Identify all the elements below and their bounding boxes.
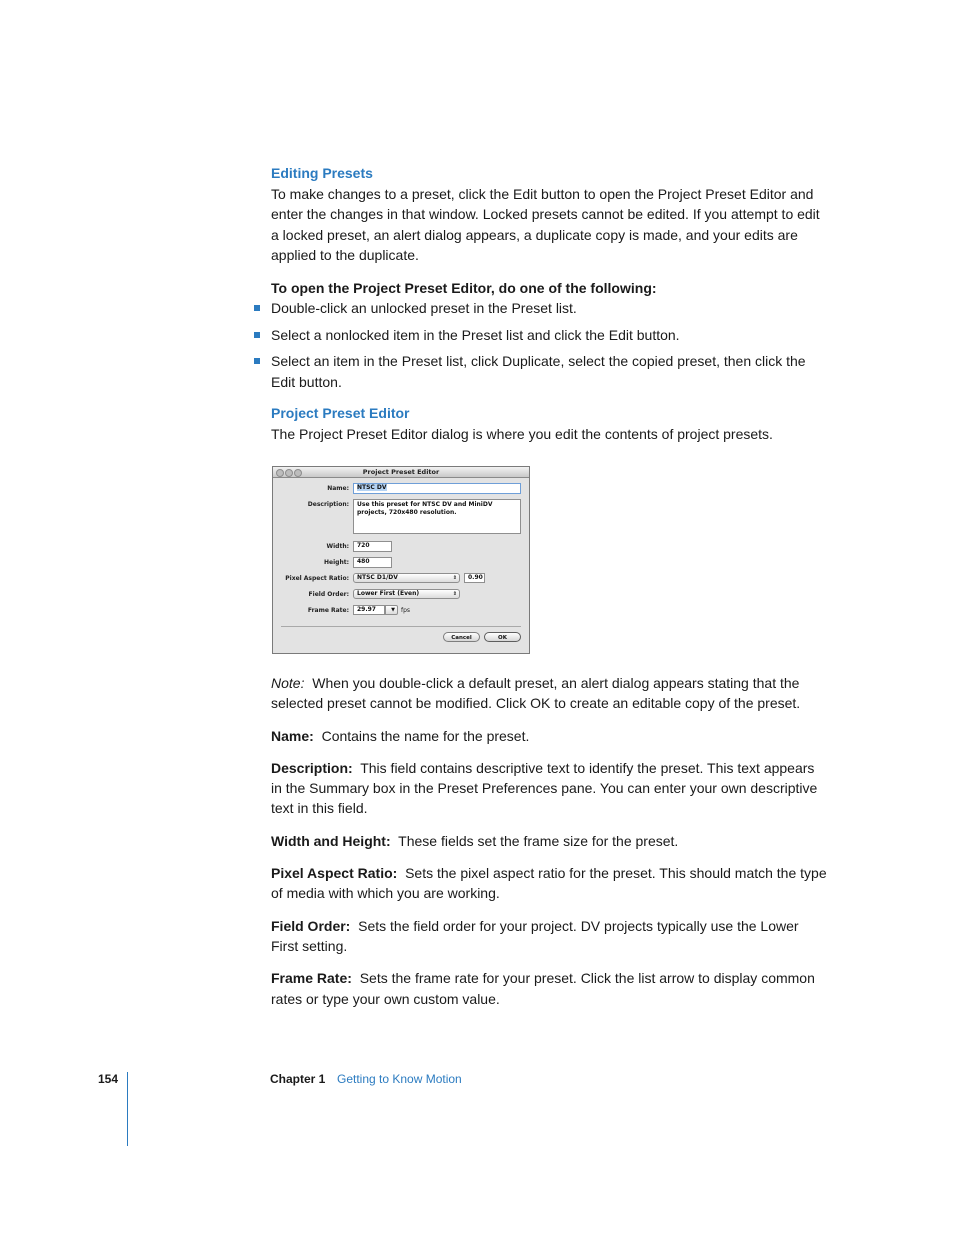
description-field[interactable]: Use this preset for NTSC DV and MiniDV projects, 720x480 resolution. [353,499,521,534]
height-field[interactable]: 480 [353,557,392,568]
name-field-value: NTSC DV [357,484,387,491]
procedure-lead: To open the Project Preset Editor, do one of the following: [271,280,657,297]
footer-divider [127,1072,128,1146]
pixel-aspect-ratio-number-field[interactable]: 0.90 [464,573,485,583]
note-text: When you double-click a default preset, an alert dialog appears stating that the selected preset cannot be modified. Click OK to create an editable copy of the preset. [271,675,801,712]
definition-text: Contains the name for the preset. [321,727,530,744]
dialog-divider [281,626,521,627]
note-label: Note: [271,675,305,691]
heading-project-preset-editor: Project Preset Editor [271,405,410,421]
definition-text: Sets the field order for your project. DV projects typically use the Lower First setting. [271,917,799,954]
definition-pixel-aspect-ratio [271,863,827,904]
updown-arrows-icon: ⇕ [452,575,457,581]
definition-term: Pixel Aspect Ratio: [271,865,398,882]
field-order-popup[interactable] [353,589,460,599]
pixel-aspect-ratio-value: NTSC D1/DV [357,574,398,581]
frame-rate-dropdown-button[interactable] [385,605,398,615]
name-label: Name: [327,485,349,492]
field-order-label: Field Order: [308,591,349,598]
description-label: Description: [307,501,349,508]
definition-description [271,758,827,819]
ok-button[interactable]: OK [484,632,521,642]
list-item [271,298,827,319]
definition-term: Field Order: [271,917,351,934]
list-item-text: Select an item in the Preset list, click Duplicate, select the copied preset, then click the Edit button. [271,353,806,390]
definition-frame-rate [271,968,827,1009]
section-editing-presets [271,163,827,393]
list-item [271,351,827,392]
note-paragraph [271,673,827,714]
definition-term: Name: [271,727,314,744]
definition-width-height [271,831,827,851]
definition-term: Description: [271,759,353,776]
definition-text: These fields set the frame size for the preset. [398,832,679,849]
page-number: 154 [98,1072,119,1086]
field-order-value: Lower First (Even) [357,590,420,597]
paragraph-project-preset-editor: The Project Preset Editor dialog is where you edit the contents of project presets. [271,426,773,442]
pixel-aspect-ratio-label: Pixel Aspect Ratio: [285,575,349,582]
definition-field-order [271,916,827,957]
bullet-icon [254,358,260,364]
definition-text: This field contains descriptive text to identify the preset. This text appears in the Summary box in the Preset Preferences pane. You can enter your own descriptive text in this field. [271,759,818,817]
heading-editing-presets: Editing Presets [271,165,373,181]
cancel-button[interactable]: Cancel [443,632,480,642]
footer-chapter: Chapter 1 [270,1072,326,1086]
name-field[interactable] [353,483,521,494]
definition-text: Sets the pixel aspect ratio for the preset. This should match the type of media with which you are working. [271,865,827,902]
definition-term: Width and Height: [271,832,391,849]
definition-text: Sets the frame rate for your preset. Click the list arrow to display common rates or type your own custom value. [271,970,815,1007]
frame-rate-field[interactable]: 29.97 [353,605,385,615]
dialog-titlebar [273,467,529,478]
bullet-icon [254,305,260,311]
dialog-title: Project Preset Editor [362,468,440,476]
chevron-down-icon: ▼ [391,607,395,613]
frame-rate-unit: fps [401,607,411,614]
list-item-text: Double-click an unlocked preset in the Preset list. [271,300,577,317]
updown-arrows-icon: ⇕ [452,591,457,597]
project-preset-editor-dialog [272,466,530,654]
footer-chapter-title: Getting to Know Motion [337,1072,462,1086]
height-label: Height: [324,559,349,566]
width-label: Width: [326,543,349,550]
paragraph-editing-presets: To make changes to a preset, click the Edit button to open the Project Preset Editor and enter the changes in that window. Locked presets cannot be edited. If you attempt to edit a locked preset, an alert dialog appears, a duplicate copy is made, and your edits are applied to the duplicate. [271,186,820,263]
pixel-aspect-ratio-popup[interactable] [353,573,460,583]
section-project-preset-editor [271,403,827,444]
frame-rate-label: Frame Rate: [307,607,349,614]
bullet-icon [254,332,260,338]
definition-term: Frame Rate: [271,970,352,987]
bullet-list [271,298,827,392]
width-field[interactable]: 720 [353,541,392,552]
definitions-section [271,673,827,1009]
list-item-text: Select a nonlocked item in the Preset list and click the Edit button. [271,326,680,343]
list-item [271,325,827,346]
definition-name [271,726,827,746]
